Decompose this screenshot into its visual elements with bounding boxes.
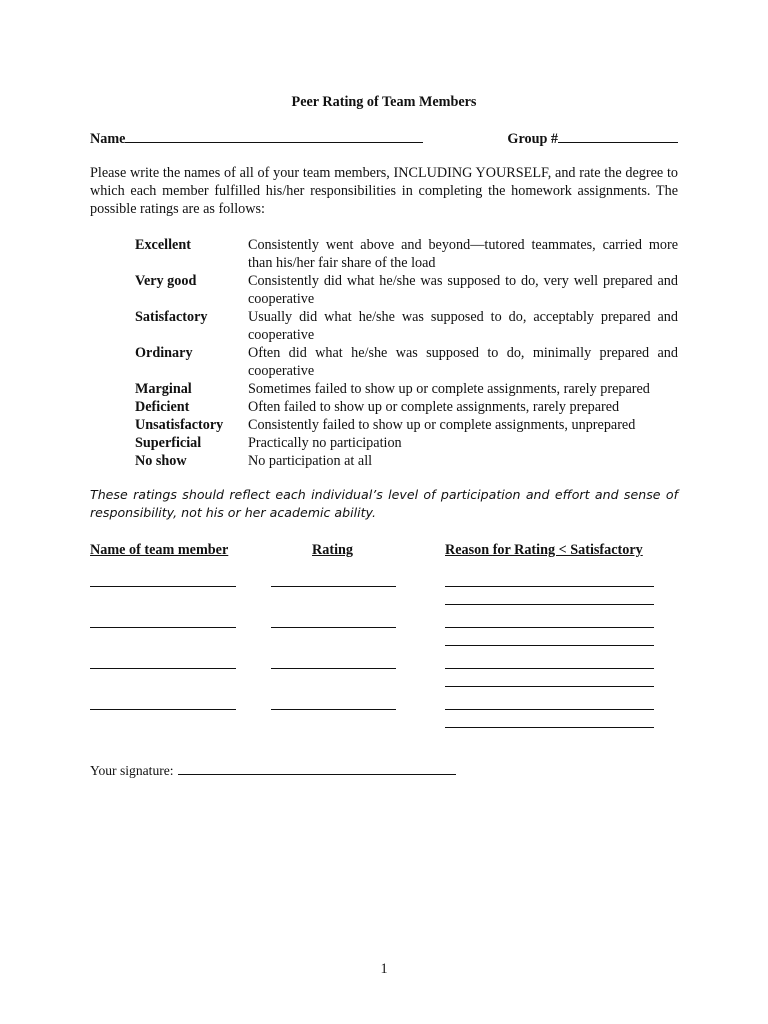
column-header-rating: Rating xyxy=(312,542,353,558)
rating-row xyxy=(135,344,678,380)
rating-description: Consistently went above and beyond—tutored teammates, carried more than his/her fair share of the load xyxy=(248,237,678,271)
instructions-paragraph: Please write the names of all of your team members, INCLUDING YOURSELF, and rate the degree to which each member fulfilled his/her responsibilities in completing the homework assignments. The possible ratings are as follows: xyxy=(90,165,678,217)
reason-blank[interactable] xyxy=(445,727,654,728)
rating-blank[interactable] xyxy=(271,627,396,628)
rating-description: Often failed to show up or complete assignments, rarely prepared xyxy=(248,399,620,415)
rating-row xyxy=(135,308,678,344)
rating-description: Consistently did what he/she was supposed to do, very well prepared and cooperative xyxy=(248,273,678,307)
reason-blank[interactable] xyxy=(445,668,654,669)
rating-description: Sometimes failed to show up or complete assignments, rarely prepared xyxy=(248,381,650,397)
rating-term: Satisfactory xyxy=(135,309,208,325)
rating-row xyxy=(135,416,678,434)
name-label: Name xyxy=(90,131,126,147)
rating-description: No participation at all xyxy=(248,453,373,469)
page-title: Peer Rating of Team Members xyxy=(291,94,477,110)
rating-term: Ordinary xyxy=(135,345,193,361)
member-name-blank[interactable] xyxy=(90,627,236,628)
group-label: Group # xyxy=(507,131,558,147)
rating-description: Practically no participation xyxy=(248,435,402,451)
entry-row xyxy=(0,570,768,610)
member-name-blank[interactable] xyxy=(90,586,236,587)
name-blank[interactable] xyxy=(125,129,423,143)
reason-blank[interactable] xyxy=(445,709,654,710)
entry-row xyxy=(0,611,768,651)
reason-blank[interactable] xyxy=(445,686,654,687)
header-fields xyxy=(90,129,678,148)
rating-description: Usually did what he/she was supposed to do, acceptably prepared and cooperative xyxy=(248,309,678,343)
entry-row xyxy=(0,693,768,733)
rating-row xyxy=(135,272,678,308)
group-blank[interactable] xyxy=(558,129,678,143)
rating-term: Superficial xyxy=(135,435,202,451)
member-name-blank[interactable] xyxy=(90,668,236,669)
reason-blank[interactable] xyxy=(445,627,654,628)
page-number: 1 xyxy=(380,961,388,977)
rating-term: Deficient xyxy=(135,399,190,415)
rating-row xyxy=(135,380,678,398)
reason-blank[interactable] xyxy=(445,604,654,605)
reason-blank[interactable] xyxy=(445,586,654,587)
rating-term: Excellent xyxy=(135,237,191,253)
rating-blank[interactable] xyxy=(271,586,396,587)
ratings-list xyxy=(135,236,678,470)
column-header-reason: Reason for Rating < Satisfactory xyxy=(445,542,643,558)
column-header-name: Name of team member xyxy=(90,542,229,558)
rating-blank[interactable] xyxy=(271,709,396,710)
signature-label: Your signature: xyxy=(90,763,174,778)
signature-field[interactable] xyxy=(90,761,456,780)
rating-row xyxy=(135,434,678,452)
rating-term: Marginal xyxy=(135,381,192,397)
name-field[interactable] xyxy=(90,129,423,148)
ratings-note: These ratings should reflect each individual’s level of participation and effort and sense of responsibility, not his or her academic ability. xyxy=(90,487,678,520)
entry-row xyxy=(0,652,768,692)
rating-row xyxy=(135,236,678,272)
reason-blank[interactable] xyxy=(445,645,654,646)
member-name-blank[interactable] xyxy=(90,709,236,710)
rating-description: Often did what he/she was supposed to do, minimally prepared and cooperative xyxy=(248,345,678,379)
rating-description: Consistently failed to show up or complete assignments, unprepared xyxy=(248,417,636,433)
rating-row xyxy=(135,452,678,470)
rating-term: Unsatisfactory xyxy=(135,417,224,433)
group-field[interactable] xyxy=(507,129,678,148)
signature-blank[interactable] xyxy=(178,761,456,775)
rating-blank[interactable] xyxy=(271,668,396,669)
rating-row xyxy=(135,398,678,416)
rating-term: No show xyxy=(135,453,187,469)
rating-term: Very good xyxy=(135,273,197,289)
